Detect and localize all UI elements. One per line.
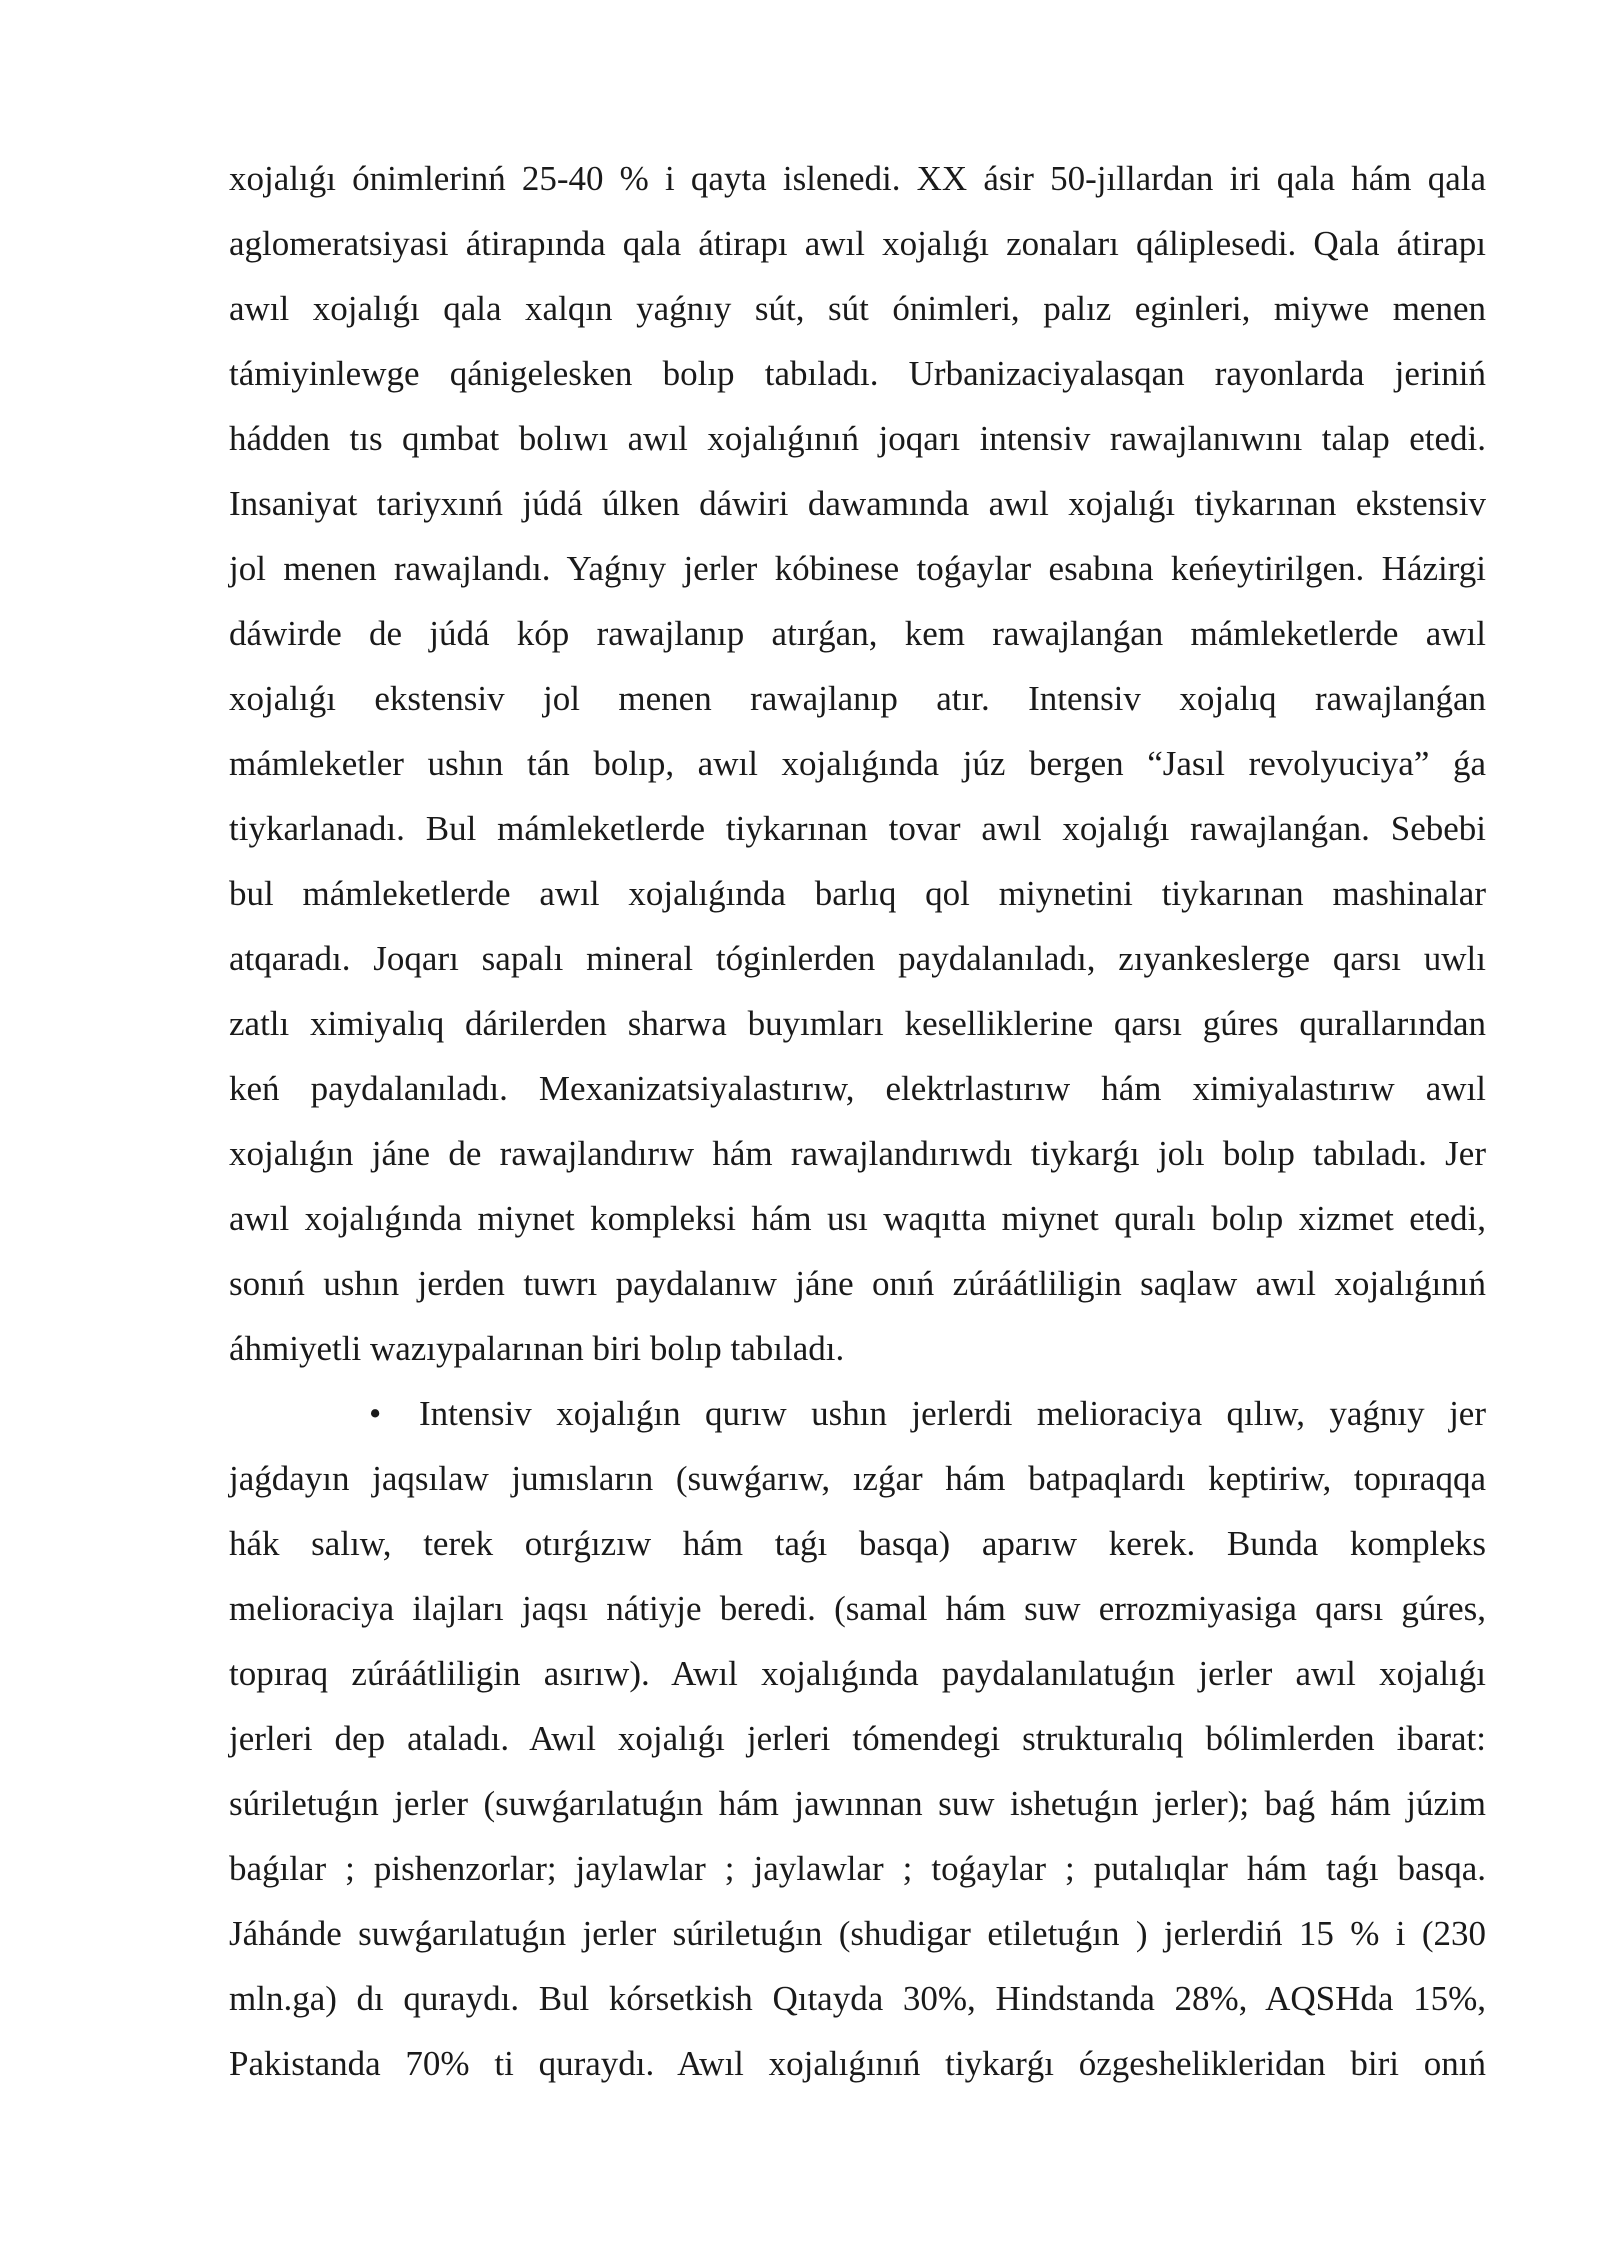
bullet-paragraph bbox=[229, 1381, 1486, 2096]
text-line: Jáhánde suwǵarılatuǵın jerler súriletuǵın (shudigar etiletuǵın ) jerlerdiń 15 % i (230 bbox=[229, 1914, 1486, 1953]
text-line: dáwirde de júdá kóp rawajlanıp atırǵan, kem rawajlanǵan mámleketlerde awıl bbox=[229, 614, 1486, 653]
text-line: tiykarlanadı. Bul mámleketlerde tiykarınan tovar awıl xojalıǵı rawajlanǵan. Sebebi bbox=[229, 809, 1486, 848]
text-line: xojalıǵın jáne de rawajlandırıw hám rawajlandırıwdı tiykarǵı jolı bolıp tabıladı. Jer bbox=[229, 1134, 1486, 1173]
text-line: jaǵdayın jaqsılaw jumısların (suwǵarıw, ızǵar hám batpaqlardı keptiriw, topıraqqa bbox=[229, 1459, 1486, 1498]
text-line: Pakistanda 70% ti quraydı. Awıl xojalıǵınıń tiykarǵı ózgeshelikleridan biri onıń bbox=[229, 2044, 1486, 2083]
text-line: sonıń ushın jerden tuwrı paydalanıw jáne onıń zúráátliligin saqlaw awıl xojalıǵınıń bbox=[229, 1264, 1486, 1303]
text-line: Insaniyat tariyxınń júdá úlken dáwiri dawamında awıl xojalıǵı tiykarınan ekstensiv bbox=[229, 484, 1486, 523]
text-line: keń paydalanıladı. Mexanizatsiyalastırıw, elektrlastırıw hám ximiyalastırıw awıl bbox=[229, 1069, 1486, 1108]
text-line: bul mámleketlerde awıl xojalıǵında barlıq qol miynetini tiykarınan mashinalar bbox=[229, 874, 1486, 913]
text-line: melioraciya ilajları jaqsı nátiyje beredi. (samal hám suw errozmiyasiga qarsı gúres, bbox=[229, 1589, 1486, 1628]
document-body bbox=[229, 146, 1486, 2096]
text-line: súriletuǵın jerler (suwǵarılatuǵın hám jawınnan suw ishetuǵın jerler); baǵ hám júzim bbox=[229, 1784, 1486, 1823]
text-line: atqaradı. Joqarı sapalı mineral tóginlerden paydalanıladı, zıyankeslerge qarsı uwlı bbox=[229, 939, 1486, 978]
text-line: mámleketler ushın tán bolıp, awıl xojalıǵında júz bergen “Jasıl revolyuciya” ǵa bbox=[229, 744, 1486, 783]
text-line: áhmiyetli wazıypalarınan biri bolıp tabıladı. bbox=[229, 1329, 845, 1368]
text-line: hák salıw, terek otırǵızıw hám taǵı basqa) aparıw kerek. Bunda kompleks bbox=[229, 1524, 1486, 1563]
text-line: baǵılar ; pishenzorlar; jaylawlar ; jaylawlar ; toǵaylar ; putalıqlar hám taǵı basqa. bbox=[229, 1849, 1486, 1888]
bullet-first-line bbox=[229, 1381, 1486, 1446]
bullet-icon: • bbox=[369, 1394, 382, 1433]
text-line: támiyinlewge qánigelesken bolıp tabıladı. Urbanizaciyalasqan rayonlarda jeriniń bbox=[229, 354, 1486, 393]
text-line: topıraq zúráátliligin asırıw). Awıl xojalıǵında paydalanılatuǵın jerler awıl xojalıǵı bbox=[229, 1654, 1486, 1693]
text-line: zatlı ximiyalıq dárilerden sharwa buyımları keselliklerine qarsı gúres qurallarından bbox=[229, 1004, 1486, 1043]
text-line: jol menen rawajlandı. Yaǵnıy jerler kóbinese toǵaylar esabına keńeytirilgen. Házirgi bbox=[229, 549, 1486, 588]
text-line: awıl xojalıǵında miynet kompleksi hám usı waqıtta miynet quralı bolıp xizmet etedi, bbox=[229, 1199, 1486, 1238]
text-line: xojalıǵı ekstensiv jol menen rawajlanıp atır. Intensiv xojalıq rawajlanǵan bbox=[229, 679, 1486, 718]
text-line: mln.ga) dı quraydı. Bul kórsetkish Qıtayda 30%, Hindstanda 28%, AQSHda 15%, bbox=[229, 1979, 1486, 2018]
text-line: Intensiv xojalıǵın qurıw ushın jerlerdi melioraciya qılıw, yaǵnıy jer bbox=[419, 1394, 1486, 1433]
text-line: jerleri dep ataladı. Awıl xojalıǵı jerleri tómendegi strukturalıq bólimlerden ibarat: bbox=[229, 1719, 1486, 1758]
text-line: aglomeratsiyasi átirapında qala átirapı awıl xojalıǵı zonaları qáliplesedi. Qala átirapı bbox=[229, 224, 1486, 263]
text-line: awıl xojalıǵı qala xalqın yaǵnıy sút, sút ónimleri, palız eginleri, miywe menen bbox=[229, 289, 1486, 328]
paragraph-1 bbox=[229, 146, 1486, 1381]
text-line: hádden tıs qımbat bolıwı awıl xojalıǵınıń joqarı intensiv rawajlanıwını talap etedi. bbox=[229, 419, 1486, 458]
text-line: xojalıǵı ónimlerinń 25-40 % i qayta islenedi. XX ásir 50-jıllardan iri qala hám qala bbox=[229, 159, 1486, 198]
